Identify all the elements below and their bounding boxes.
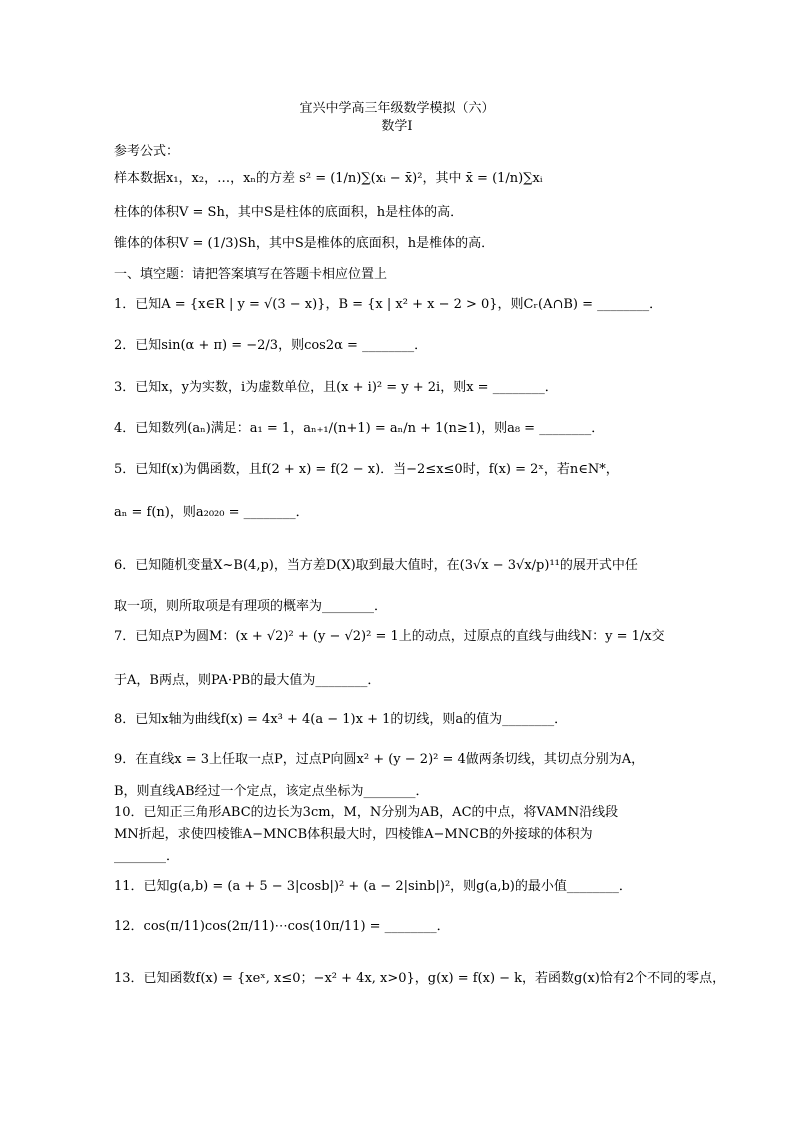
question-7-cont: [114, 672, 694, 690]
exam-subtitle: 数学Ⅰ: [381, 119, 413, 134]
question-11: [114, 878, 694, 896]
question-text: MN折起，求使四棱锥A−MNCB体积最大时，四棱锥A−MNCB的外接球的体积为: [114, 827, 593, 842]
question-2: [114, 337, 694, 355]
question-text: 已知f(x)为偶函数，且f(2 + x) = f(2 − x)．当−2≤x≤0时，f(x) = 2ˣ，若n∈N*，: [135, 462, 619, 477]
question-number: 13．: [114, 971, 144, 986]
question-9-cont: [114, 783, 694, 801]
question-number: 5．: [114, 462, 136, 477]
question-1: [114, 296, 694, 314]
question-number: 3．: [114, 380, 136, 395]
question-text: 已知点P为圆M：(x + √2)² + (y − √2)² = 1上的动点，过原点的直线与曲线N：y = 1/x交: [135, 629, 665, 644]
section-heading: 一、填空题：请把答案填写在答题卡相应位置上: [114, 267, 388, 282]
question-text: 已知随机变量X~B(4,p)，当方差D(X)取到最大值时，在(3√x − 3√x/p)¹¹的展开式中任: [135, 558, 638, 573]
question-text: 已知x轴为曲线f(x) = 4x³ + 4(a − 1)x + 1的切线，则a的值为________．: [135, 712, 568, 727]
question-number: 12．: [114, 919, 144, 934]
question-number: 2．: [114, 338, 136, 353]
question-text: cos(π/11)cos(2π/11)⋯cos(10π/11) = ________．: [143, 919, 450, 934]
question-10-cont: [114, 826, 694, 844]
question-number: 6．: [114, 558, 136, 573]
question-number: 8．: [114, 712, 136, 727]
question-text: 已知函数f(x) = {xeˣ, x≤0；−x² + 4x, x>0}，g(x) = f(x) − k，若函数g(x)恰有2个不同的零点，: [143, 971, 726, 986]
question-text: B，则直线AB经过一个定点，该定点坐标为________．: [114, 784, 429, 799]
cylinder-formula: 柱体的体积V = Sh，其中S是柱体的底面积，h是柱体的高．: [114, 205, 464, 220]
question-text: 已知数列(aₙ)满足：a₁ = 1，aₙ₊₁/(n+1) = aₙ/n + 1(n≥1)，则a₈ = ________．: [135, 421, 605, 436]
cone-formula: 锥体的体积V = (1/3)Sh，其中S是椎体的底面积，h是椎体的高．: [114, 236, 495, 251]
question-9: [114, 751, 694, 769]
exam-title: 宜兴中学高三年级数学模拟（六）: [299, 101, 495, 116]
question-8: [114, 711, 694, 729]
question-text: aₙ = f(n)，则a₂₀₂₀ = ________．: [114, 505, 309, 520]
question-number: 4．: [114, 421, 136, 436]
question-number: 1．: [114, 297, 136, 312]
question-3: [114, 379, 694, 397]
question-text: 取一项，则所取项是有理项的概率为________．: [114, 599, 388, 614]
question-10-cont: [114, 848, 694, 866]
question-4: [114, 420, 694, 438]
question-5: [114, 461, 694, 479]
question-5-cont: [114, 504, 694, 522]
question-text: 已知g(a,b) = (a + 5 − 3|cosb|)² + (a − 2|sinb|)²，则g(a,b)的最小值________．: [143, 879, 632, 894]
question-12: [114, 918, 694, 936]
question-text: 已知x，y为实数，i为虚数单位，且(x + i)² = y + 2i，则x = ________．: [135, 380, 558, 395]
question-number: 7．: [114, 629, 136, 644]
question-7: [114, 628, 694, 646]
question-13: [114, 970, 726, 988]
question-text: ________．: [114, 849, 180, 864]
question-text: 已知sin(α + π) = −2/3，则cos2α = ________．: [135, 338, 428, 353]
question-text: 已知A = {x∈R | y = √(3 − x)}，B = {x | x² + x − 2 > 0}，则Cᵣ(A∩B) = ________．: [135, 297, 663, 312]
question-text: 于A，B两点，则PA·PB的最大值为________．: [114, 673, 381, 688]
question-10: [114, 804, 694, 822]
formula-heading: 参考公式：: [114, 144, 180, 159]
question-number: 9．: [114, 752, 136, 767]
question-6-cont: [114, 598, 694, 616]
question-text: 在直线x = 3上任取一点P，过点P向圆x² + (y − 2)² = 4做两条切线，其切点分别为A，: [135, 752, 645, 767]
question-6: [114, 557, 694, 575]
question-number: 11．: [114, 879, 144, 894]
question-text: 已知正三角形ABC的边长为3cm，M，N分别为AB，AC的中点，将VAMN沿线段: [143, 805, 619, 820]
variance-formula: 样本数据x₁，x₂，…，xₙ的方差 s² = (1/n)∑(xᵢ − x̄)²，其中 x̄ = (1/n)∑xᵢ: [114, 171, 543, 186]
question-number: 10．: [114, 805, 144, 820]
